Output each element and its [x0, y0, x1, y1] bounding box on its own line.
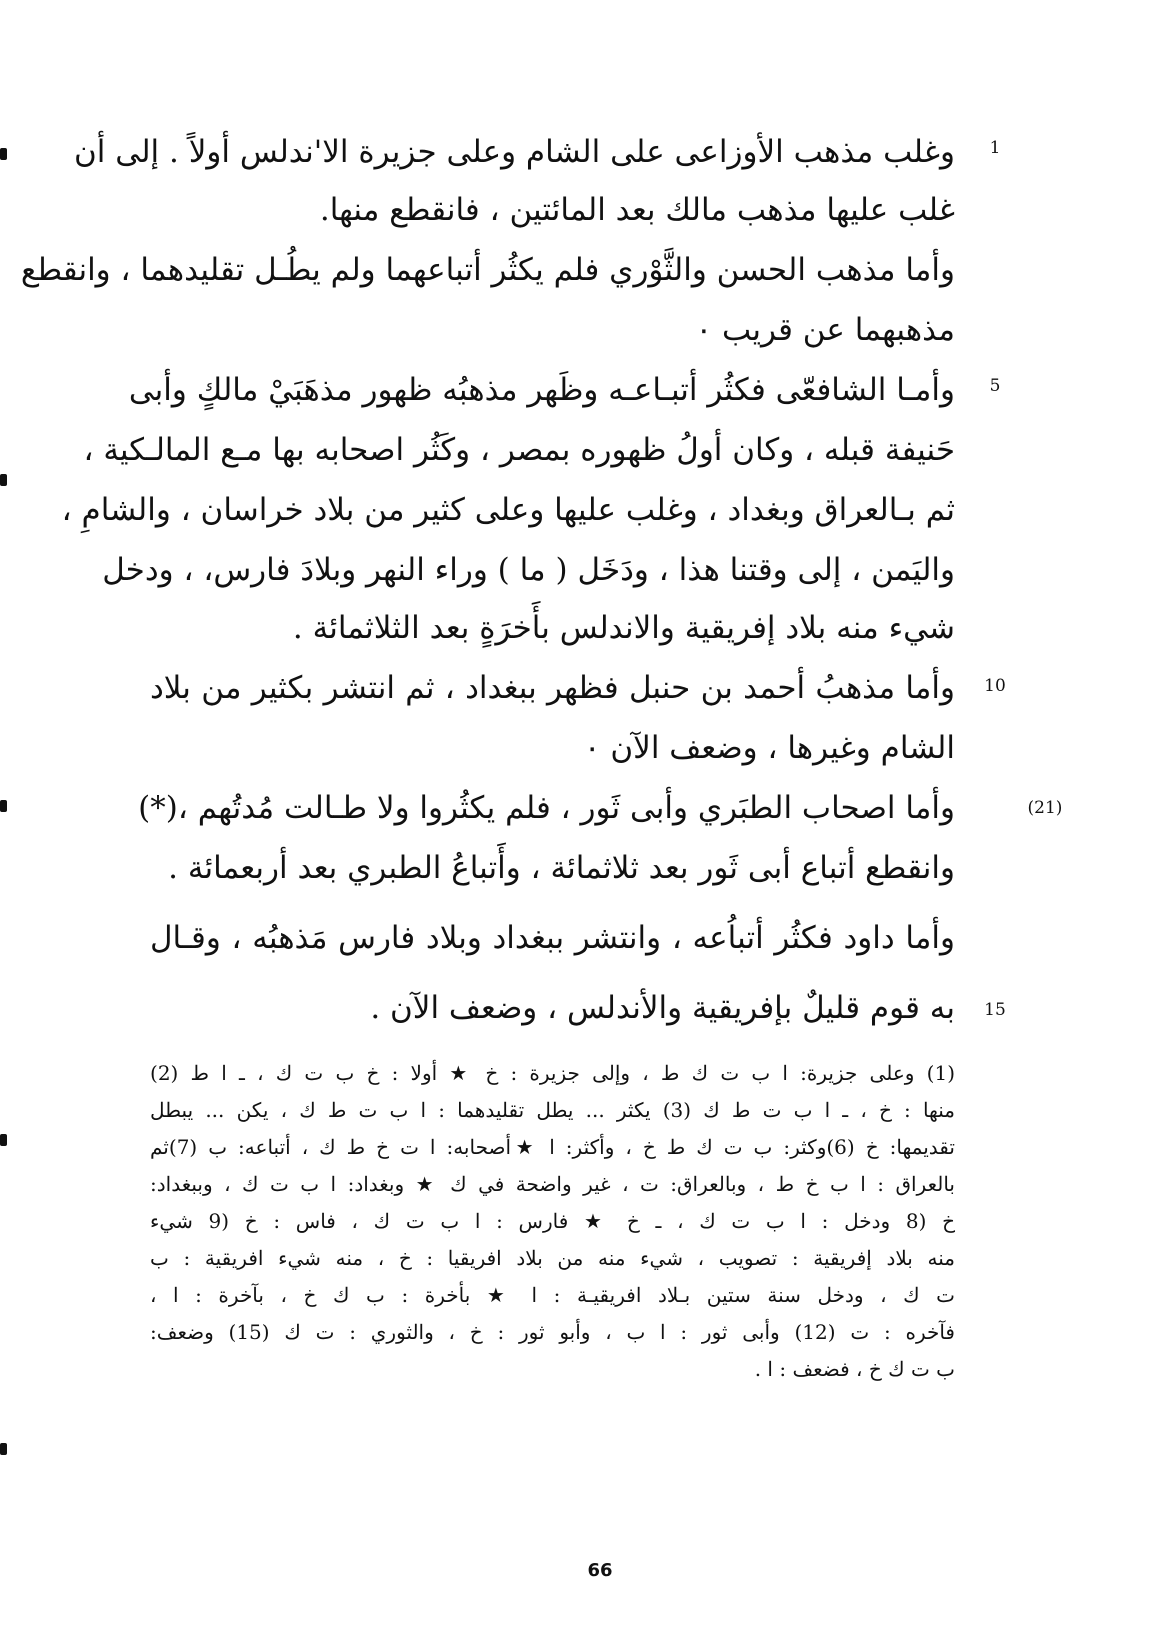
footnote-line: ب ت ك خ ، فضعف : ا .: [754, 1357, 955, 1381]
line-number: 5: [989, 376, 1001, 396]
text-line: وأما مذهب الحسن والثَّوْري فلم يكثُر أتباعهما ولم يطُـل تقليدهما ، وانقطع: [20, 252, 955, 288]
text-line: وانقطع أتباع أبى ثَور بعد ثلاثمائة ، وأَتباعُ الطبري بعد أربعمائة .: [168, 850, 955, 886]
text-line: وأما مذهبُ أحمد بن حنبل فظهر ببغداد ، ثم انتشر بكثير من بلاد: [150, 670, 955, 706]
text-line: غلب عليها مذهب مالك بعد المائتين ، فانقطع منها.: [319, 192, 955, 228]
text-line: وغلب مذهب الأوزاعى على الشام وعلى جزيرة الا'ندلس أولاً . إلى أن: [74, 134, 955, 170]
text-line: شيء منه بلاد إفريقية والاندلس بأَخرَةٍ بعد الثلاثمائة .: [292, 610, 955, 646]
footnote-line: ت ك ، ودخل سنة ستين بـلاد افريقيـة : ا ★ بأخرة : ب ك خ ، بآخرة : ا ،: [150, 1283, 955, 1307]
binding-mark: [0, 148, 7, 160]
line-number: 10: [984, 676, 1006, 696]
text-line: وأما اصحاب الطبَري وأبى ثَور ، فلم يكثُروا ولا طـالت مُدتُهم ،(*): [138, 790, 955, 826]
binding-mark: [0, 474, 7, 486]
line-number: 1: [989, 138, 1001, 158]
footnote-line: بالعراق : ا ب خ ط ، وبالعراق: ت ، غير واضحة في ك ★ وبغداد: ا ب ت ك ، وببغداد:: [150, 1172, 955, 1196]
page-number: 66: [587, 1560, 613, 1581]
text-line: وأمـا الشافعّى فكثُر أتبـاعـه وظَهر مذهبُه ظهور مذهَبَيْ مالكٍ وأبى: [128, 372, 955, 408]
binding-mark: [0, 800, 7, 812]
text-line: به قوم قليلٌ بإفريقية والأندلس ، وضعف الآن .: [370, 990, 955, 1026]
text-line: ثم بـالعراق وبغداد ، وغلب عليها وعلى كثير من بلاد خراسان ، والشامِ ،: [61, 492, 955, 528]
text-line: حَنيفة قبله ، وكان أولُ ظهوره بمصر ، وكَثُر اصحابه بها مـع المالـكية ،: [83, 432, 955, 468]
footnote-line: منه بلاد إفريقية : تصويب ، شيء منه من بلاد افريقيا : خ ، منه شيء افريقية : ب: [150, 1246, 955, 1270]
binding-mark: [0, 1134, 7, 1146]
text-line: مذهبهما عن قريب ٠: [695, 312, 955, 348]
footnote-line: منها : خ ، ـ ا ب ت ط ك (3) يكثر ... يطل تقليدهما : ا ب ت ط ك ، يكن ... يبطل: [150, 1098, 955, 1122]
line-number: 15: [984, 1000, 1006, 1020]
binding-mark: [0, 1443, 7, 1455]
text-line: واليَمن ، إلى وقتنا هذا ، ودَخَل ( ما ) وراء النهر وبلادَ فارس، ، ودخل: [102, 552, 955, 588]
footnote-line: خ (8 ودخل : ا ب ت ك ، ـ خ ★ فارس : ا ب ت ك ، فاس : خ (9 شيء: [150, 1209, 955, 1233]
text-line: الشام وغيرها ، وضعف الآن ٠: [583, 730, 955, 766]
footnote-line: (1) وعلى جزيرة: ا ب ت ك ط ، وإلى جزيرة : خ ★ أولا : خ ب ت ك ، ـ ا ط (2): [150, 1061, 955, 1085]
footnote-line: فآخره : ت (12) وأبى ثور : ا ب ، وأبو ثور : خ ، والثوري : ت ك (15) وضعف:: [150, 1320, 955, 1344]
reference-number: (21): [1027, 798, 1063, 818]
text-line: وأما داود فكثُر أتباُعه ، وانتشر ببغداد وبلاد فارس مَذهبُه ، وقـال: [150, 920, 955, 956]
footnote-line: تقديمها: خ (6)وكثر: ب ت ك ط خ ، وأكثر: ا ★أصحابه: ا ت خ ط ك ، أتباعه: ب (7)ثم: [150, 1135, 955, 1159]
